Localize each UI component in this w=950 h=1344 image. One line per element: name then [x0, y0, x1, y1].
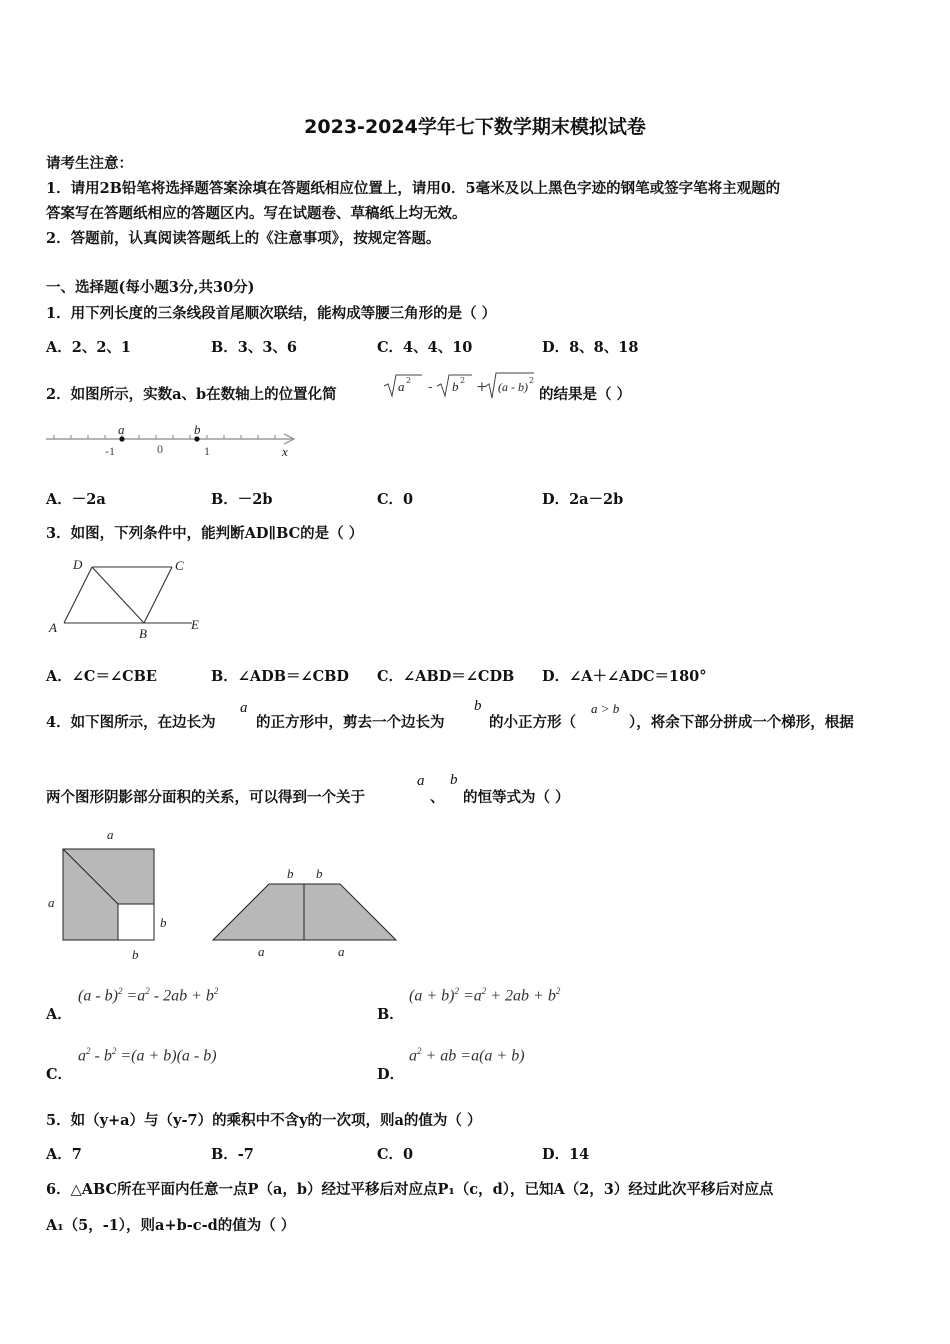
q1-option-a: A．2、2、1	[46, 339, 132, 356]
tr-a1-label: a	[258, 944, 265, 959]
notice-line-2: 答案写在答题纸相应的答题区内。写在试题卷、草稿纸上均无效。	[46, 205, 467, 222]
cut-square	[118, 904, 154, 940]
q2-number-line	[40, 418, 305, 463]
notice-line-3: 2．答题前，认真阅读答题纸上的《注意事项》，按规定答题。	[46, 230, 441, 247]
q4-text-line2-a: 两个图形阴影部分面积的关系，可以得到一个关于	[46, 789, 365, 806]
label-D: D	[73, 557, 83, 572]
tr-b1-label: b	[287, 866, 294, 881]
q3-option-c: C．∠ABD＝∠CDB	[377, 668, 515, 685]
q4-option-b-formula: $(a + b)^2 =a^2 + 2ab + b^2$	[409, 986, 561, 1005]
q4-figure	[40, 822, 410, 967]
section-heading: 一、选择题(每小题3分,共30分)	[46, 279, 255, 296]
sq-b-bottom-label: b	[132, 947, 139, 962]
q1-option-d: D．8、8、18	[542, 339, 639, 356]
q2-text-after: 的结果是（ ）	[539, 386, 632, 403]
q1-text: 1．用下列长度的三条线段首尾顺次联结，能构成等腰三角形的是（ ）	[46, 305, 497, 322]
q2-text-before: 2．如图所示，实数a、b在数轴上的位置化简	[46, 386, 337, 403]
svg-text:a: a	[398, 379, 405, 394]
point-b	[194, 436, 199, 441]
svg-text:b: b	[452, 379, 459, 394]
q4-line2-var-a: a	[417, 773, 425, 789]
label-b: b	[194, 422, 201, 437]
q4-text-part2: 的正方形中，剪去一个边长为	[256, 714, 445, 731]
svg-text:2: 2	[529, 376, 535, 385]
notice-line-1: 1．请用2B铅笔将选择题答案涂填在答题纸相应位置上，请用0．5毫米及以上黑色字迹的钢笔或签字笔将主观题的	[46, 180, 781, 197]
q2-option-b: B．－2b	[211, 491, 273, 508]
svg-text:(a - b): (a - b)	[498, 380, 528, 394]
q4-option-a-formula: $(a - b)^2 =a^2 - 2ab + b^2$	[78, 986, 219, 1005]
label-C: C	[175, 558, 184, 573]
q3-option-a: A．∠C＝∠CBE	[46, 668, 157, 685]
svg-text:2: 2	[406, 376, 412, 385]
q4-option-d-label: D．	[377, 1066, 405, 1083]
q4-option-b-label: B．	[377, 1006, 404, 1023]
q4-option-c-label: C．	[46, 1066, 73, 1083]
label-A: A	[49, 620, 57, 635]
page-title: 2023-2024学年七下数学期末模拟试卷	[304, 116, 646, 138]
q3-option-d: D．∠A＋∠ADC＝180°	[542, 668, 707, 685]
q4-text-part1: 4．如下图所示，在边长为	[46, 714, 216, 731]
q2-option-d: D．2a－2b	[542, 491, 624, 508]
q4-text-part4: ），将余下部分拼成一个梯形，根据	[629, 714, 854, 731]
label-one: 1	[204, 444, 210, 458]
label-zero: 0	[157, 442, 163, 456]
sq-b-right-label: b	[160, 915, 167, 930]
label-a: a	[118, 422, 125, 437]
q1-option-c: C．4、4、10	[377, 339, 473, 356]
q2-radical-expression	[382, 372, 537, 406]
q4-line2-var-b: b	[450, 772, 458, 788]
q1-option-b: B．3、3、6	[211, 339, 298, 356]
q3-figure	[40, 552, 215, 644]
label-neg1: -1	[105, 444, 115, 458]
svg-text:-: -	[428, 379, 433, 395]
q3-option-b: B．∠ADB＝∠CBD	[211, 668, 350, 685]
tr-a2-label: a	[338, 944, 345, 959]
q4-option-a-label: A．	[46, 1006, 72, 1023]
q5-option-b: B．-7	[211, 1146, 254, 1163]
q6-line-1: 6．△ABC所在平面内任意一点P（a，b）经过平移后对应点P₁（c，d），已知A（2，3）经过此次平移后对应点	[46, 1181, 774, 1198]
q5-option-d: D．14	[542, 1146, 590, 1163]
point-a	[119, 436, 124, 441]
sq-left-label: a	[48, 895, 55, 910]
q4-line2-separator: 、	[430, 789, 445, 806]
q6-line-2: A₁（5，-1），则a+b-c-d的值为（ ）	[46, 1217, 296, 1234]
label-B: B	[139, 626, 147, 641]
q4-text-part3: 的小正方形（	[489, 714, 576, 731]
tr-b2-label: b	[316, 866, 323, 881]
svg-text:+: +	[476, 379, 488, 395]
q5-text: 5．如（y+a）与（y-7）的乘积中不含y的一次项，则a的值为（ ）	[46, 1112, 482, 1129]
q3-text: 3．如图，下列条件中，能判断AD∥BC的是（ ）	[46, 525, 364, 542]
notice-heading: 请考生注意：	[46, 155, 133, 172]
q2-option-c: C．0	[377, 491, 414, 508]
q4-condition: a > b	[591, 701, 620, 716]
q4-option-c-formula: $a^2 - b^2 =(a + b)(a - b)$	[78, 1046, 217, 1065]
q4-option-d-formula: $a^2$ + ab =a(a + b)	[409, 1046, 525, 1065]
sq-top-label: a	[107, 827, 114, 842]
svg-text:2: 2	[460, 376, 466, 385]
q2-option-a: A．－2a	[46, 491, 106, 508]
q5-option-a: A．7	[46, 1146, 82, 1163]
label-E: E	[191, 617, 199, 632]
q4-var-a: a	[240, 700, 248, 716]
q5-option-c: C．0	[377, 1146, 414, 1163]
label-x: x	[282, 444, 288, 459]
q4-text-line2-b: 的恒等式为（ ）	[463, 789, 570, 806]
q4-var-b: b	[474, 698, 482, 714]
